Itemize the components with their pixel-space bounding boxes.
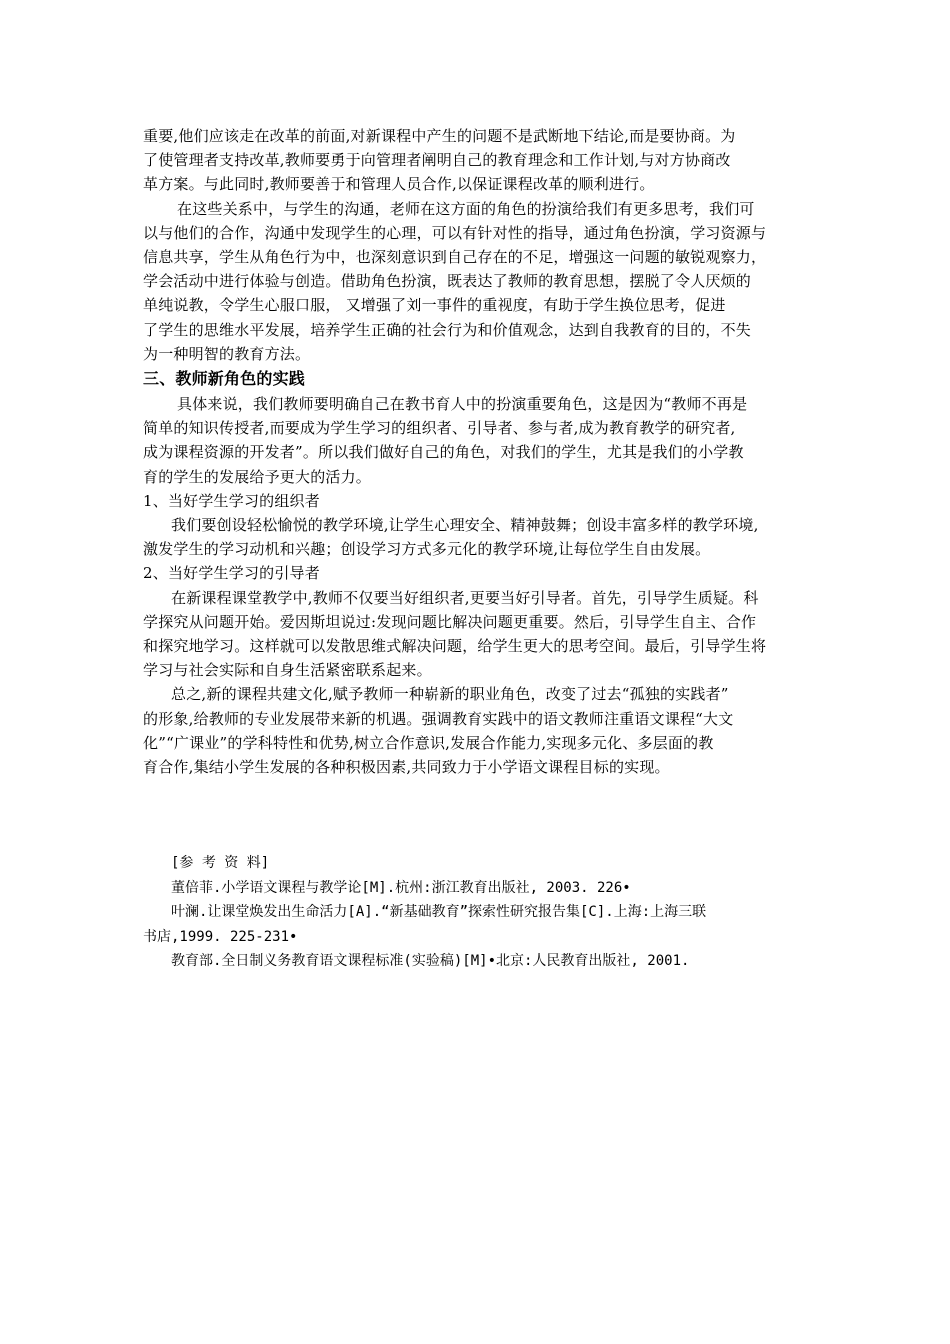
section-heading: 三、教师新角色的实践	[143, 369, 306, 389]
paragraph-guide	[143, 586, 811, 683]
text-line: 学探究从问题开始。爱因斯坦说过:发现问题比解决问题更重要。然后，引导学生自主、合作	[143, 612, 757, 631]
text-line: 总之,新的课程共建文化,赋予教师一种崭新的职业角色，改变了过去“孤独的实践者”	[171, 685, 729, 704]
text-line: 重要,他们应该走在改革的前面,对新课程中产生的问题不是武断地下结论,而是要协商。为	[143, 127, 736, 145]
text-line: 育的学生的发展给予更大的活力。	[143, 467, 372, 486]
text-line: 简单的知识传授者,而要成为学生学习的组织者、引导者、参与者,成为教育教学的研究者,	[143, 419, 736, 438]
paragraph-organizer	[143, 513, 811, 561]
text-line: 在新课程课堂教学中,教师不仅要当好组织者,更要当好引导者。首先，引导学生质疑。科	[171, 588, 759, 607]
text-line: 革方案。与此同时,教师要善于和管理人员合作,以保证课程改革的顺利进行。	[143, 175, 655, 194]
text-line: 在这些关系中，与学生的沟通，老师在这方面的角色的扮演给我们有更多思考，我们可	[177, 199, 755, 218]
reference-item: 叶澜.让课堂焕发出生命活力[A].“新基础教育”探索性研究报告集[C].上海:上海三联	[171, 904, 707, 921]
spacer	[143, 779, 811, 851]
text-line: 成为课程资源的开发者”。所以我们做好自己的角色，对我们的学生，尤其是我们的小学教	[143, 443, 744, 462]
references	[143, 851, 811, 973]
reference-item-continued: 书店,1999. 225-231•	[143, 928, 298, 945]
text-line: 学习与社会实际和自身生活紧密联系起来。	[143, 661, 432, 680]
references-title: [参 考 资 料]	[171, 855, 270, 872]
text-line: 我们要创设轻松愉悦的教学环境,让学生心理安全、精神鼓舞；创设丰富多样的教学环境,	[171, 516, 759, 535]
text-line: 为一种明智的教育方法。	[143, 344, 311, 363]
paragraph-collaboration-with-managers	[143, 124, 811, 197]
subheading-guide: 2、当好学生学习的引导者	[143, 564, 320, 583]
reference-item: 教育部.全日制义务教育语文课程标准(实验稿)[M]•北京:人民教育出版社, 2001.	[171, 952, 690, 969]
paragraph-communication-with-students	[143, 197, 811, 366]
text-line: 以与他们的合作，沟通中发现学生的心理，可以有针对性的指导，通过角色扮演，学习资源与	[143, 223, 767, 242]
text-line: 激发学生的学习动机和兴趣；创设学习方式多元化的教学环境,让每位学生自由发展。	[143, 540, 711, 559]
text-line: 了学生的思维水平发展，培养学生正确的社会行为和价值观念，达到自我教育的目的，不失	[143, 320, 752, 339]
text-line: 和探究地学习。这样就可以发散思维式解决问题，给学生更大的思考空间。最后，引导学生将	[143, 637, 767, 656]
text-line: 具体来说，我们教师要明确自己在教书育人中的扮演重要角色，这是因为“教师不再是	[177, 395, 748, 414]
text-line: 化”“广课业”的学科特性和优势,树立合作意识,发展合作能力,实现多元化、多层面的教	[143, 733, 714, 752]
reference-item: 董倍菲.小学语文课程与教学论[M].杭州:浙江教育出版社, 2003. 226•	[171, 879, 631, 896]
document-page	[143, 124, 811, 973]
text-line: 信息共享，学生从角色行为中，也深刻意识到自己存在的不足，增强这一问题的敏锐观察力，	[143, 248, 767, 267]
paragraph-conclusion	[143, 682, 811, 779]
text-line: 了使管理者支持改革,教师要勇于向管理者阐明自己的教育理念和工作计划,与对方协商改	[143, 151, 731, 170]
text-line: 育合作,集结小学生发展的各种积极因素,共同致力于小学语文课程目标的实现。	[143, 758, 670, 777]
subheading-organizer: 1、当好学生学习的组织者	[143, 491, 320, 510]
text-line: 学会活动中进行体验与创造。借助角色扮演，既表达了教师的教育思想，摆脱了令人厌烦的	[143, 272, 752, 291]
text-line: 单纯说教，令学生心服口服， 又增强了刘一事件的重视度，有助于学生换位思考，促进	[143, 296, 726, 315]
text-line: 的形象,给教师的专业发展带来新的机遇。强调教育实践中的语文教师注重语文课程“大文	[143, 709, 734, 728]
paragraph-teacher-role-practice	[143, 392, 811, 489]
